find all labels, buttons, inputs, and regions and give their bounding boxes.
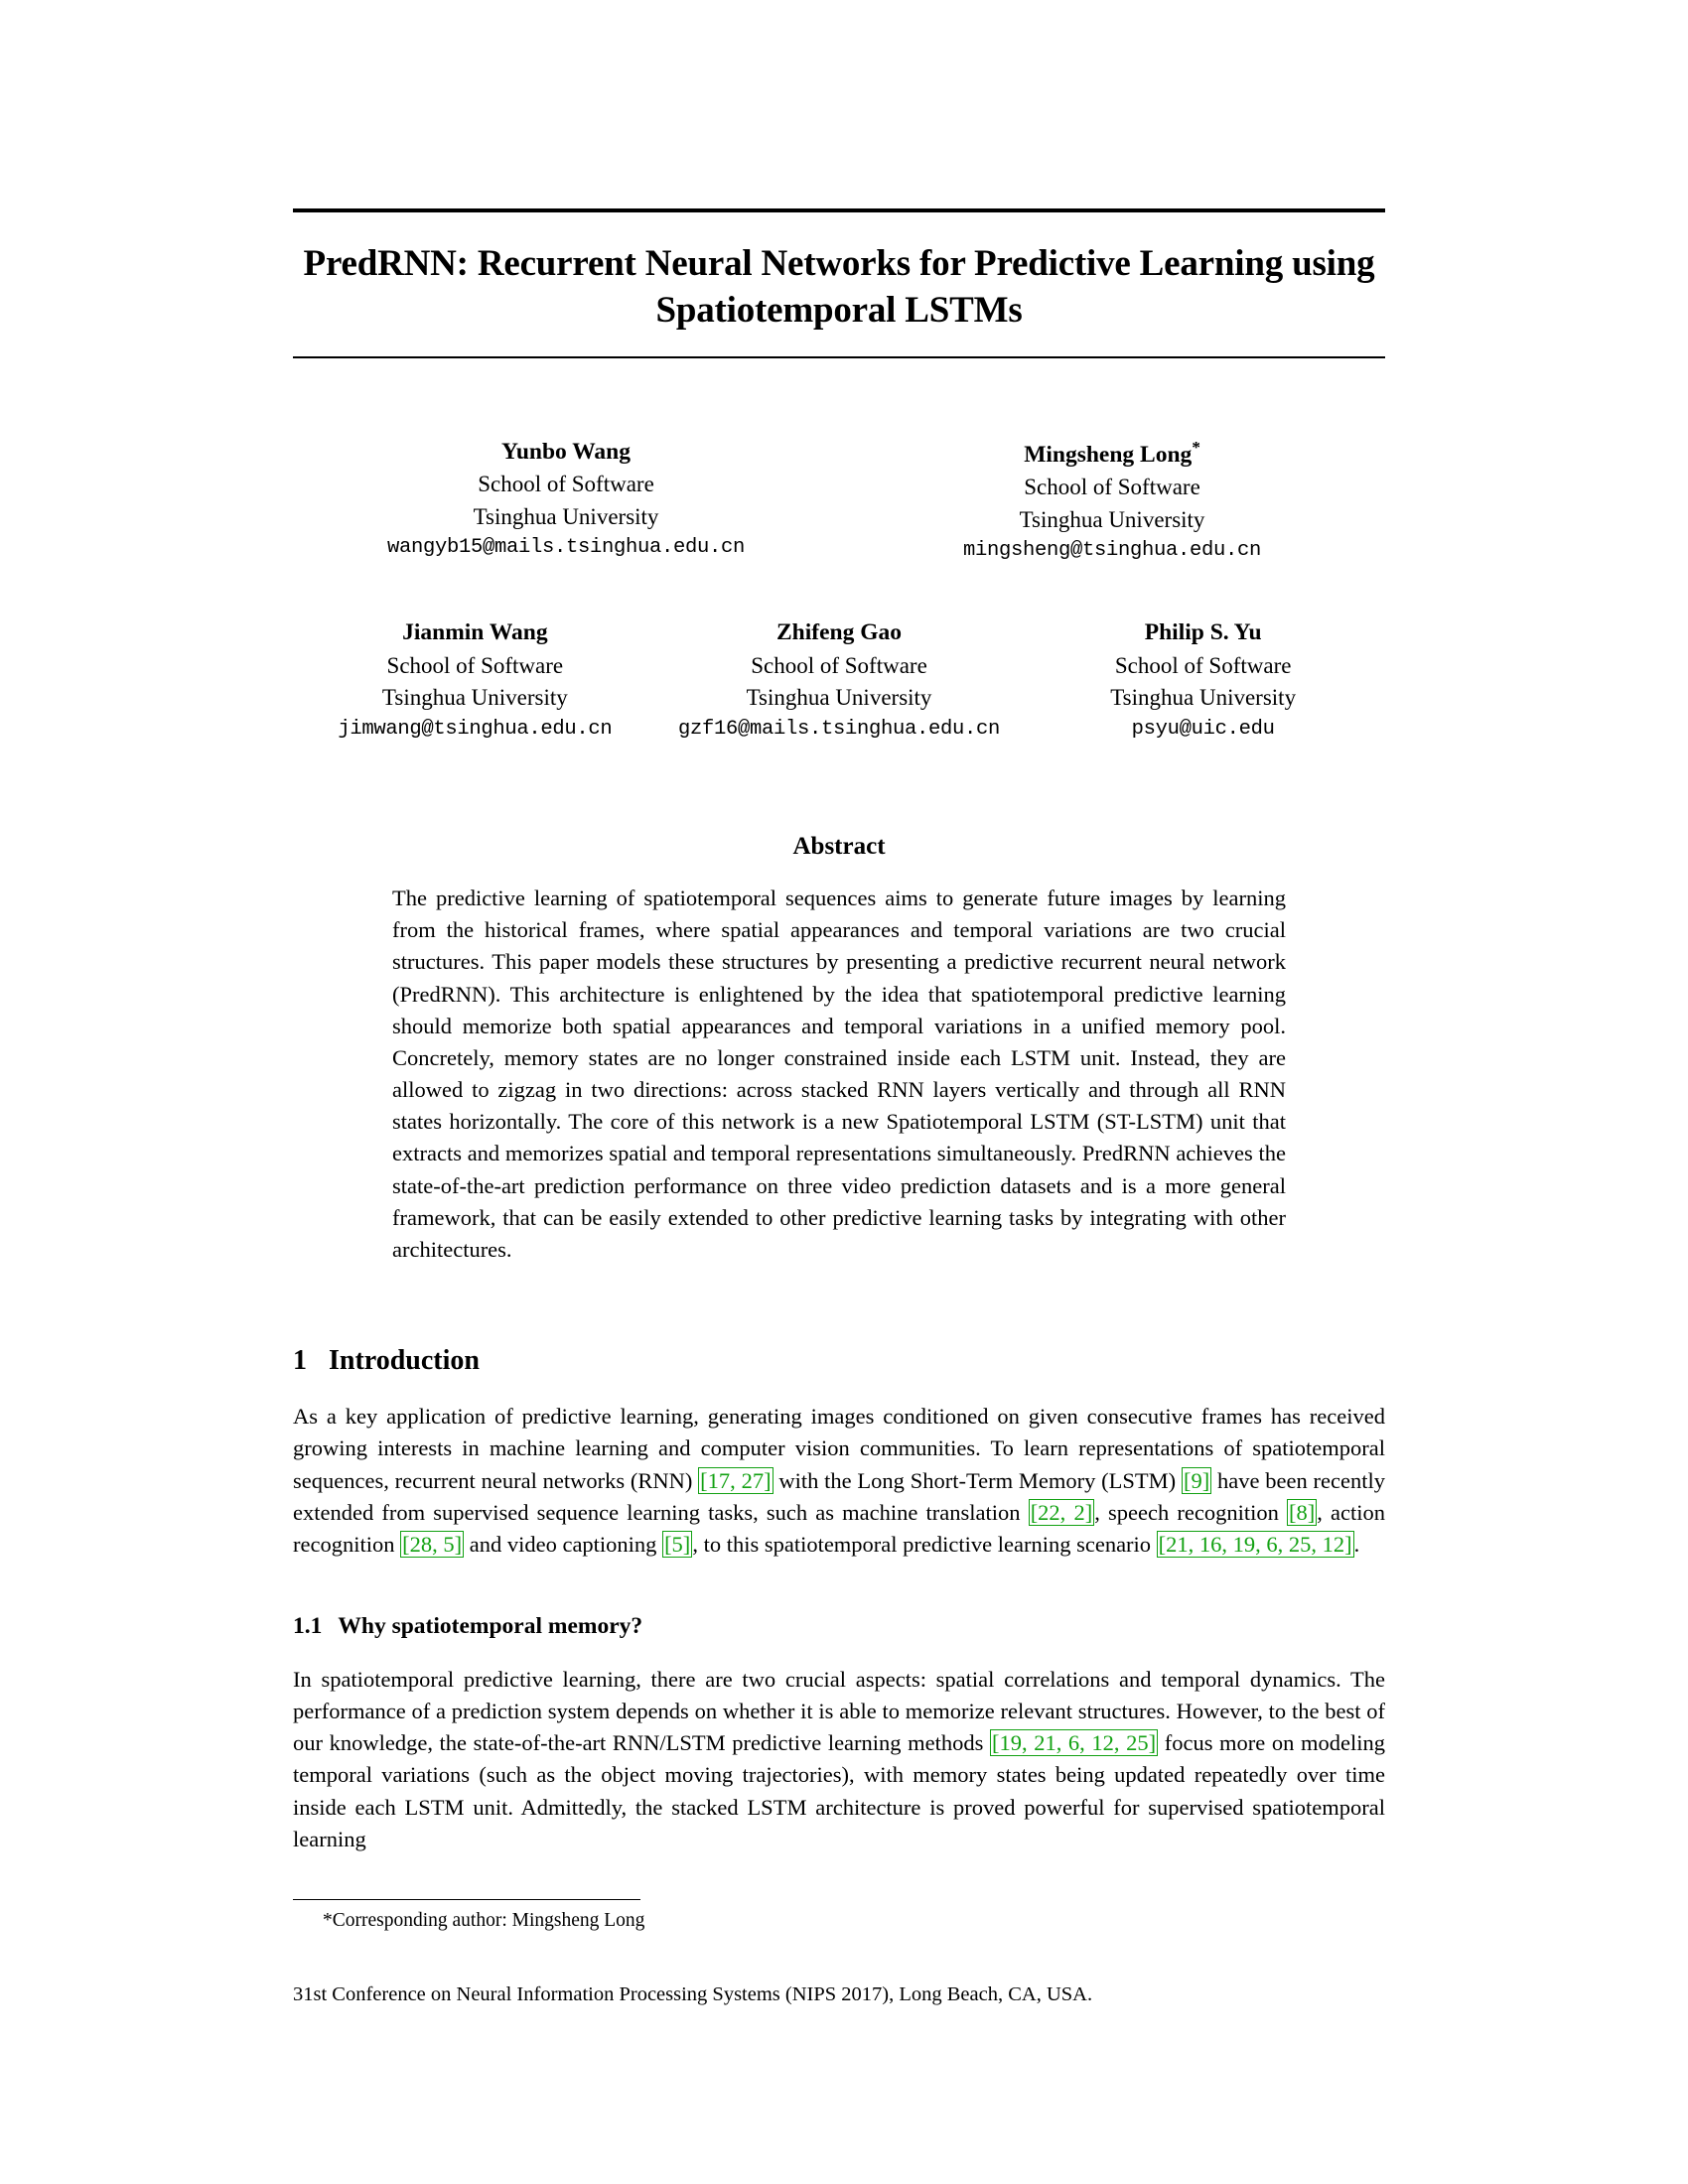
author-zhifeng-gao	[657, 616, 1022, 744]
author-email: psyu@uic.edu	[1131, 718, 1275, 741]
author-dept: School of Software	[1024, 474, 1200, 499]
abstract-heading: Abstract	[792, 833, 886, 861]
text-run: In spatiotemporal predictive learning, there are two crucial aspects: spatial correlations and temporal dynamics. The performance of a prediction system depends on whether it is able to memorize relevant structures. However, to the best of our knowledge, the state-of-the-art RNN/LSTM predictive learning methods	[293, 1666, 1385, 1756]
author-dept: School of Software	[386, 652, 564, 678]
paragraph-introduction	[293, 1401, 1385, 1561]
footnote-text: *Corresponding author: Mingsheng Long	[323, 1910, 645, 1932]
text-run: .	[1353, 1532, 1360, 1558]
text-run: focus more on modeling temporal variations (such as the object moving trajectories), with memory states being updated repeatedly over time inside each LSTM unit. Admittedly, the stacked LSTM architecture is proved powerful for supervised spatiotemporal learning	[293, 1730, 1385, 1851]
title-rule-top	[293, 208, 1385, 212]
text-run: As a key application of predictive learning, generating images conditioned on given consecutive frames has received growing interests in machine learning and computer vision communities. To learn representations of spatiotemporal sequences, recurrent neural networks (RNN)	[293, 1404, 1385, 1493]
title-rule-bottom	[293, 356, 1385, 358]
text-run: with the Long Short-Term Memory (LSTM)	[773, 1467, 1182, 1493]
footnote-rule	[293, 1899, 640, 1900]
paper-content	[293, 0, 1385, 2006]
subsection-number: 1.1	[293, 1612, 323, 1639]
author-name-text: Mingsheng Long	[1024, 441, 1193, 468]
text-run: have been recently extended from supervised sequence learning tasks, such as machine translation	[293, 1467, 1385, 1526]
corresponding-author-marker: *	[1192, 437, 1200, 457]
author-university: Tsinghua University	[746, 685, 932, 711]
text-run: , action recognition	[293, 1500, 1385, 1558]
citation-link[interactable]: [8]	[1288, 1500, 1316, 1526]
author-university: Tsinghua University	[1019, 506, 1205, 532]
abstract-text: The predictive learning of spatiotemporal sequences aims to generate future images by learning from the historical frames, where spatial appearances and temporal variations are two crucial structures. This paper models these structures by presenting a predictive recurrent neural network (PredRNN). This architecture is enlightened by the idea that spatiotemporal predictive learning should memorize both spatial appearances and temporal variations in a unified memory pool. Concretely, memory states are no longer constrained inside each LSTM unit. Instead, they are allowed to zigzag in two directions: across stacked RNN layers vertically and through all RNN states horizontally. The core of this network is a new Spatiotemporal LSTM (ST-LSTM) unit that extracts and memorizes spatial and temporal representations simultaneously. PredRNN achieves the state-of-the-art prediction performance on three video prediction datasets and is a more general framework, that can be easily extended to other predictive learning tasks by integrating with other architectures.	[392, 886, 1286, 1262]
author-email: wangyb15@mails.tsinghua.edu.cn	[386, 536, 746, 560]
citation-link[interactable]: [19, 21, 6, 12, 25]	[991, 1730, 1157, 1756]
author-name: Jianmin Wang	[402, 619, 548, 646]
author-dept: School of Software	[478, 472, 654, 497]
author-dept: School of Software	[751, 652, 927, 678]
author-name: Yunbo Wang	[501, 438, 631, 465]
citation-link[interactable]: [5]	[664, 1532, 691, 1558]
text-run: , to this spatiotemporal predictive learning scenario	[692, 1532, 1157, 1558]
subsection-heading-why-spatiotemporal-memory	[293, 1613, 1385, 1640]
author-name	[839, 436, 1385, 472]
author-philip-s-yu	[1021, 616, 1385, 744]
author-email: gzf16@mails.tsinghua.edu.cn	[677, 718, 1001, 741]
author-row-1	[293, 436, 1385, 566]
section-heading-introduction	[293, 1345, 1385, 1377]
author-name: Philip S. Yu	[1144, 619, 1262, 646]
page-title: PredRNN: Recurrent Neural Networks for Predictive Learning using Spatiotemporal LSTMs	[303, 243, 1375, 332]
author-jianmin-wang	[293, 616, 657, 744]
paragraph-why-spatiotemporal-memory	[293, 1664, 1385, 1856]
citation-link[interactable]: [22, 2]	[1030, 1500, 1093, 1526]
text-run: , speech recognition	[1094, 1500, 1287, 1526]
author-dept: School of Software	[1114, 652, 1292, 678]
citation-link[interactable]: [17, 27]	[700, 1467, 772, 1493]
author-email: jimwang@tsinghua.edu.cn	[338, 718, 613, 741]
authors-block	[293, 436, 1385, 744]
author-yunbo-wang	[293, 436, 839, 566]
author-name: Zhifeng Gao	[775, 619, 902, 646]
text-run: and video captioning	[464, 1532, 663, 1558]
author-university: Tsinghua University	[473, 503, 659, 529]
subsection-title: Why spatiotemporal memory?	[338, 1612, 643, 1639]
author-university: Tsinghua University	[381, 685, 568, 711]
venue-line: 31st Conference on Neural Information Processing Systems (NIPS 2017), Long Beach, CA, USA.	[293, 1983, 1093, 2006]
author-mingsheng-long	[839, 436, 1385, 566]
citation-link[interactable]: [9]	[1183, 1467, 1210, 1493]
section-title: Introduction	[329, 1345, 480, 1377]
citation-link[interactable]: [28, 5]	[402, 1532, 463, 1558]
author-email: mingsheng@tsinghua.edu.cn	[962, 539, 1262, 563]
author-row-2	[293, 616, 1385, 744]
author-university: Tsinghua University	[1110, 685, 1297, 711]
citation-link[interactable]: [21, 16, 19, 6, 25, 12]	[1158, 1532, 1352, 1558]
section-number: 1	[293, 1345, 307, 1377]
